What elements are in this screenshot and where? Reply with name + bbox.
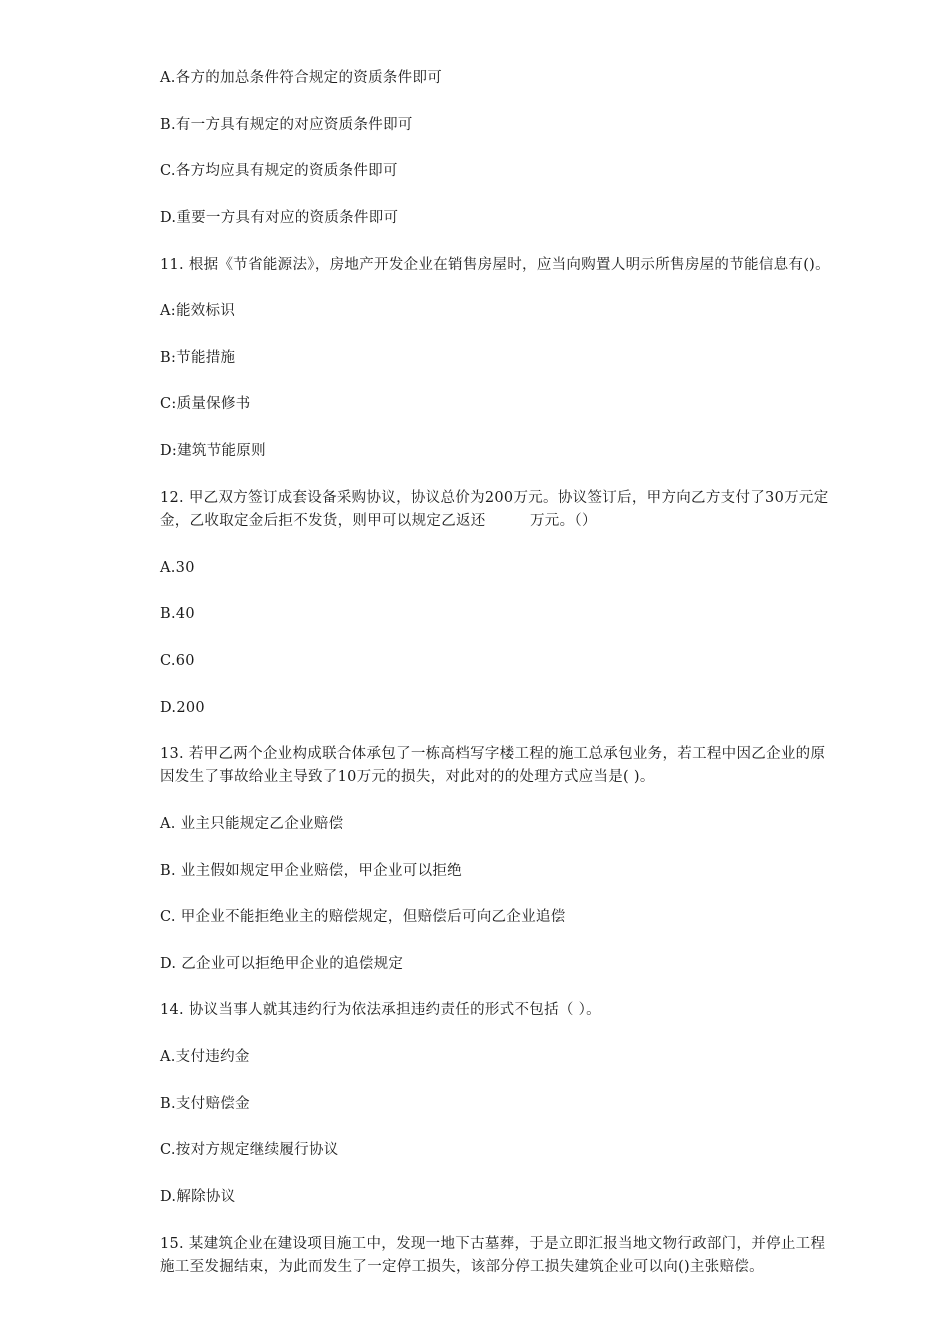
q14-option-d: D.解除协议	[160, 1189, 236, 1205]
q13-option-c: C. 甲企业不能拒绝业主的赔偿规定，但赔偿后可向乙企业追偿	[160, 909, 566, 925]
q14-option-a: A.支付违约金	[160, 1049, 250, 1065]
q13-option-b: B. 业主假如规定甲企业赔偿，甲企业可以拒绝	[160, 863, 462, 879]
q13-stem-line2: 因发生了事故给业主导致了10万元的损失，对此对的的处理方式应当是( )。	[160, 769, 655, 785]
q12-option-a: A.30	[160, 560, 195, 576]
q14-stem: 14. 协议当事人就其违约行为依法承担违约责任的形式不包括（ ）。	[160, 1002, 601, 1018]
q12-stem-line1: 12. 甲乙双方签订成套设备采购协议，协议总价为200万元。协议签订后，甲方向乙方支付了30万元定	[160, 490, 829, 506]
q14-option-b: B.支付赔偿金	[160, 1096, 250, 1112]
q14-option-c: C.按对方规定继续履行协议	[160, 1142, 339, 1158]
q10-option-d: D.重要一方具有对应的资质条件即可	[160, 210, 399, 226]
q11-option-d: D:建筑节能原则	[160, 443, 266, 459]
q11-option-c: C:质量保修书	[160, 396, 251, 412]
q12-option-b: B.40	[160, 606, 195, 622]
q11-stem: 11. 根据《节省能源法》，房地产开发企业在销售房屋时，应当向购置人明示所售房屋的节能信息有()。	[160, 257, 830, 273]
q12-option-d: D.200	[160, 700, 205, 716]
q10-option-c: C.各方均应具有规定的资质条件即可	[160, 163, 398, 179]
q13-option-a: A. 业主只能规定乙企业赔偿	[160, 816, 344, 832]
q11-option-b: B:节能措施	[160, 350, 236, 366]
q10-option-b: B.有一方具有规定的对应资质条件即可	[160, 117, 413, 133]
q11-option-a: A:能效标识	[160, 303, 236, 319]
q15-stem-line2: 施工至发掘结束，为此而发生了一定停工损失，该部分停工损失建筑企业可以向()主张赔偿。	[160, 1259, 764, 1275]
q15-stem-line1: 15. 某建筑企业在建设项目施工中，发现一地下古墓葬，于是立即汇报当地文物行政部门，并停止工程	[160, 1236, 826, 1252]
q13-option-d: D. 乙企业可以拒绝甲企业的追偿规定	[160, 956, 404, 972]
q12-stem-line2: 金，乙收取定金后拒不发货，则甲可以规定乙返还 万元。（）	[160, 513, 597, 529]
q13-stem-line1: 13. 若甲乙两个企业构成联合体承包了一栋高档写字楼工程的施工总承包业务，若工程中因乙企业的原	[160, 746, 826, 762]
q10-option-a: A.各方的加总条件符合规定的资质条件即可	[160, 70, 443, 86]
q12-option-c: C.60	[160, 653, 195, 669]
